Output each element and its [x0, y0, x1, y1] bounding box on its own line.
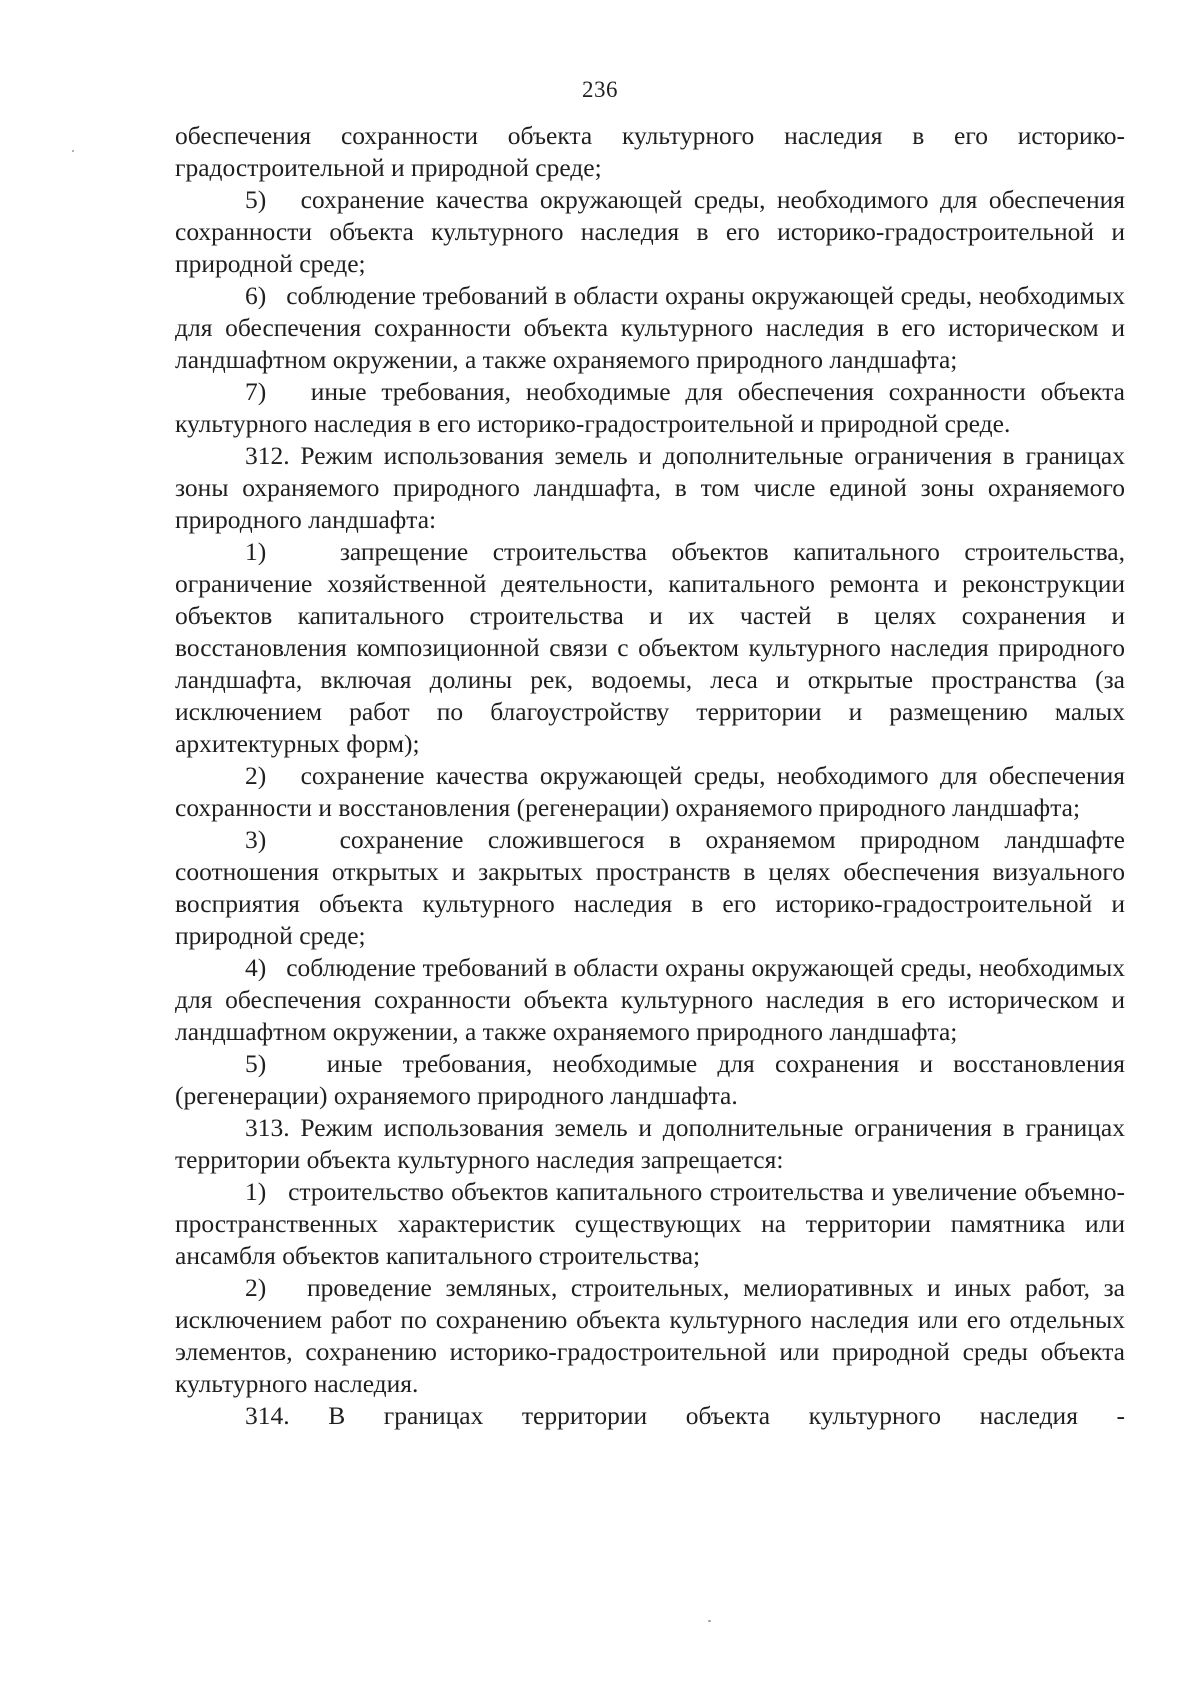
- scan-speck: [708, 1620, 711, 1622]
- clause-312-item-4: 4) соблюдение требований в области охраны окружающей среды, необходимых для обеспечения сохранности объекта культурного наследия в его историческом и ландшафтном окружении, а также охраняемого природного ландшафта;: [175, 953, 1125, 1046]
- list-item-5: 5) сохранение качества окружающей среды, необходимого для обеспечения сохранности объекта культурного наследия в его историко-градостроительной и природной среде;: [175, 185, 1125, 278]
- clause-312-item-1: 1) запрещение строительства объектов капитального строительства, ограничение хозяйственной деятельности, капитального ремонта и реконструкции объектов капитального строительства и их частей в целях сохранения и восстановления композиционной связи с объектом культурного наследия природного ландшафта, включая долины рек, водоемы, леса и открытые пространства (за исключением работ по благоустройству территории и размещению малых архитектурных форм);: [175, 537, 1125, 758]
- clause-313-item-1: 1) строительство объектов капитального строительства и увеличение объемно-пространственных характеристик существующих на территории памятника или ансамбля объектов капитального строительства;: [175, 1177, 1125, 1270]
- scan-speck: [72, 150, 74, 152]
- clause-312-item-3: 3) сохранение сложившегося в охраняемом природном ландшафте соотношения открытых и закрытых пространств в целях обеспечения визуального восприятия объекта культурного наследия в его историко-градостроительной и природной среде;: [175, 825, 1125, 950]
- paragraph-continuation: обеспечения сохранности объекта культурного наследия в его историко-градостроительной и природной среде;: [175, 121, 1125, 182]
- clause-313: 313. Режим использования земель и дополнительные ограничения в границах территории объекта культурного наследия запрещается:: [175, 1113, 1125, 1174]
- clause-312: 312. Режим использования земель и дополнительные ограничения в границах зоны охраняемого природного ландшафта, в том числе единой зоны охраняемого природного ландшафта:: [175, 441, 1125, 534]
- clause-313-item-2: 2) проведение земляных, строительных, мелиоративных и иных работ, за исключением работ по сохранению объекта культурного наследия или его отдельных элементов, сохранению историко-градостроительной или природной среды объекта культурного наследия.: [175, 1273, 1125, 1398]
- document-body: [175, 120, 1125, 1432]
- page-number: 236: [582, 77, 618, 102]
- list-item-6: 6) соблюдение требований в области охраны окружающей среды, необходимых для обеспечения сохранности объекта культурного наследия в его историческом и ландшафтном окружении, а также охраняемого природного ландшафта;: [175, 281, 1125, 374]
- clause-314: 314. В границах территории объекта культурного наследия -: [245, 1401, 1125, 1430]
- clause-312-item-5: 5) иные требования, необходимые для сохранения и восстановления (регенерации) охраняемого природного ландшафта.: [175, 1049, 1125, 1110]
- clause-312-item-2: 2) сохранение качества окружающей среды, необходимого для обеспечения сохранности и восстановления (регенерации) охраняемого природного ландшафта;: [175, 761, 1125, 822]
- list-item-7: 7) иные требования, необходимые для обеспечения сохранности объекта культурного наследия в его историко-градостроительной и природной среде.: [175, 377, 1125, 438]
